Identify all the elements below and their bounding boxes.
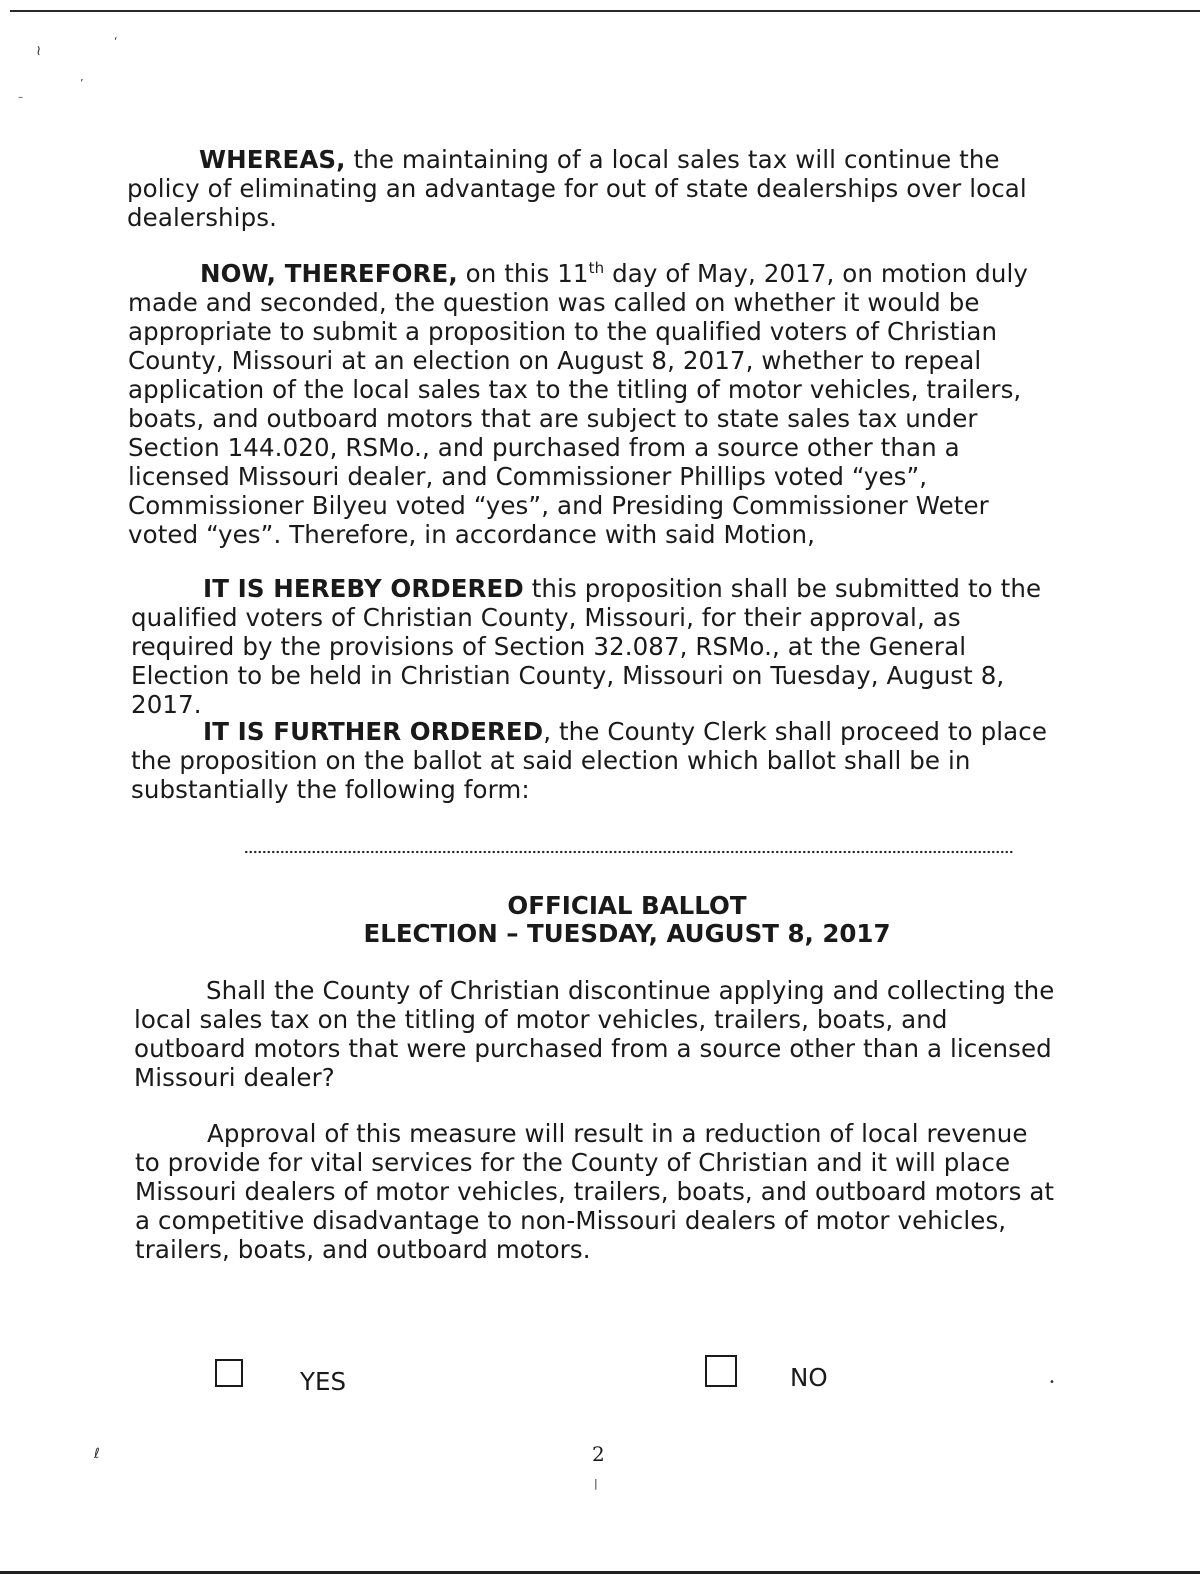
now-therefore-paragraph	[128, 259, 1058, 549]
no-label: NO	[790, 1363, 828, 1392]
hereby-ordered-paragraph	[131, 574, 1056, 719]
scan-speck: |	[594, 1477, 598, 1490]
scan-speck: ≀	[36, 43, 42, 59]
yes-label: YES	[300, 1367, 346, 1396]
ordinal-suffix: th	[588, 258, 605, 277]
scan-speck: ℓ	[94, 1446, 100, 1462]
now-therefore-lead: NOW, THEREFORE,	[200, 259, 458, 288]
further-ordered-paragraph	[131, 717, 1056, 804]
no-checkbox[interactable]	[705, 1355, 737, 1387]
scan-top-border	[10, 10, 1200, 12]
further-ordered-text: , the County Clerk shall proceed to place the proposition on the ballot at said election which ballot shall be in substantially the following form:	[131, 717, 1047, 804]
whereas-text: the maintaining of a local sales tax will continue the policy of eliminating an advantage for out of state dealerships over local dealerships.	[127, 145, 1027, 232]
scan-bottom-border	[0, 1571, 1200, 1574]
further-ordered-lead: IT IS FURTHER ORDERED	[203, 717, 544, 746]
ballot-notice	[135, 1119, 1060, 1264]
whereas-lead: WHEREAS,	[199, 145, 346, 174]
ballot-title: OFFICIAL BALLOT	[507, 891, 747, 920]
dotted-separator	[244, 850, 1014, 854]
scan-speck: •	[1049, 1377, 1055, 1388]
scan-speck: ’	[80, 77, 84, 90]
whereas-paragraph	[127, 145, 1057, 232]
yes-checkbox[interactable]	[215, 1359, 243, 1387]
scan-speck: ‘	[114, 35, 118, 48]
hereby-ordered-text: this proposition shall be submitted to the qualified voters of Christian County, Missouri, for their approval, as required by the provisions of Section 32.087, RSMo., at the General Election to be held in Christian County, Missouri on Tuesday, August 8, 2017.	[131, 574, 1042, 719]
page-number: 2	[592, 1442, 605, 1466]
ballot-question-text: Shall the County of Christian discontinue applying and collecting the local sales tax on the titling of motor vehicles, trailers, boats, and outboard motors that were purchased from a source other than a licensed Missouri dealer?	[134, 976, 1055, 1092]
scan-speck: –	[18, 92, 23, 103]
now-therefore-text-a: on this 11	[457, 259, 589, 288]
now-therefore-text-b: day of May, 2017, on motion duly made and seconded, the question was called on whether it would be appropriate to submit a proposition to the qualified voters of Christian County, Missouri at an election on August 8, 2017, whether to repeal application of the local sales tax to the titling of motor vehicles, trailers, boats, and outboard motors that are subject to state sales tax under Section 144.020, RSMo., and purchased from a source other than a licensed Missouri dealer, and Commissioner Phillips voted “yes”, Commissioner Bilyeu voted “yes”, and Presiding Commissioner Weter voted “yes”. Therefore, in accordance with said Motion,	[128, 259, 1028, 549]
ballot-subtitle: ELECTION – TUESDAY, AUGUST 8, 2017	[363, 919, 891, 948]
ballot-notice-text: Approval of this measure will result in a reduction of local revenue to provide for vital services for the County of Christian and it will place Missouri dealers of motor vehicles, trailers, boats, and outboard motors at a competitive disadvantage to non-Missouri dealers of motor vehicles, trailers, boats, and outboard motors.	[135, 1119, 1055, 1264]
hereby-ordered-lead: IT IS HEREBY ORDERED	[203, 574, 524, 603]
ballot-question	[134, 976, 1059, 1092]
